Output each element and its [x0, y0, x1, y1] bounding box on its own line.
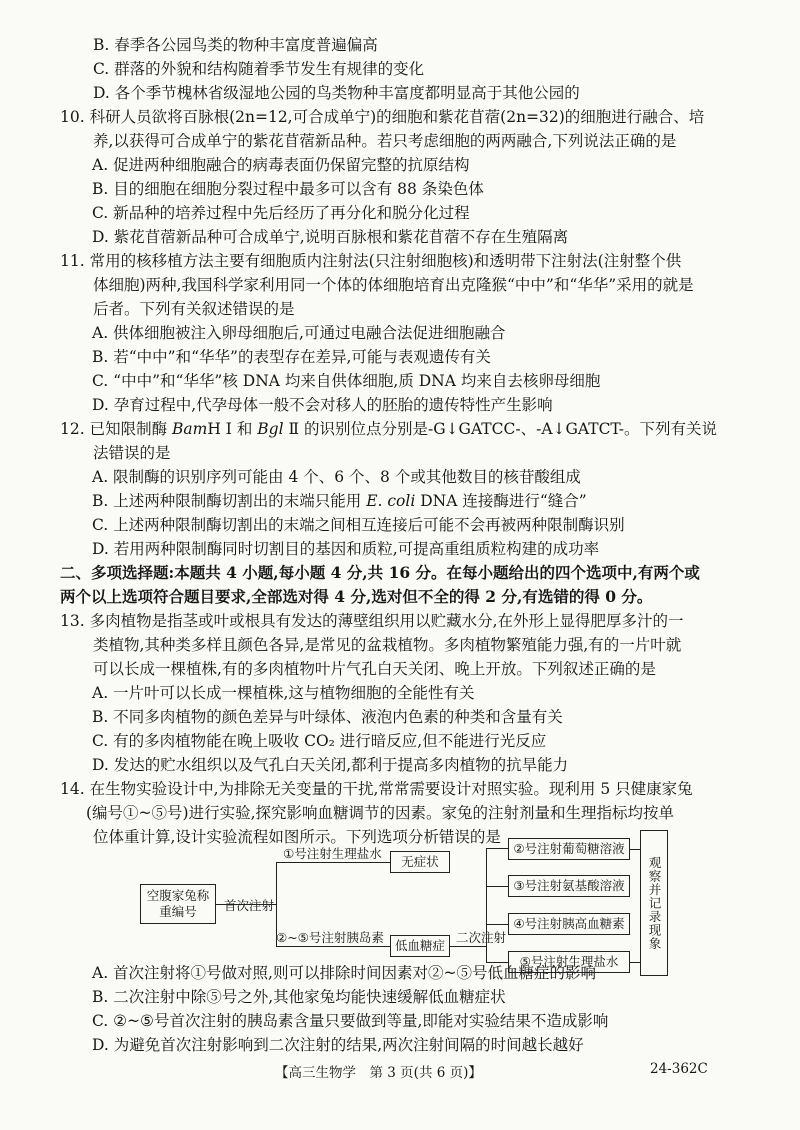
q11-option-c: C. “中中”和“华华”核 DNA 均来自供体细胞,质 DNA 均来自去核卵母细胞: [92, 372, 601, 390]
connector: [486, 886, 508, 887]
rabbit-3-box: ③号注射氨基酸溶液: [508, 875, 630, 897]
q13-option-a: A. 一片叶可以长成一棵植株,这与植物细胞的全能性有关: [92, 684, 475, 702]
connector: [276, 862, 390, 863]
q14-stem-line1: 14. 在生物实验设计中,为排除无关变量的干扰,常常需要设计对照实验。现利用 5 只健康家兔: [60, 780, 693, 798]
paper-code: 24-362C: [650, 1061, 708, 1077]
no-symptom-box: 无症状: [390, 851, 450, 873]
enzyme-bamhi: Bam: [172, 420, 208, 438]
rabbit-2-box: ②号注射葡萄糖溶液: [508, 838, 630, 860]
q11-stem-line2: 体细胞)两种,我国科学家利用同一个体的体细胞培育出克隆猴“中中”和“华华”采用的就是: [93, 276, 694, 294]
rabbit-5-box: ⑤号注射生理盐水: [508, 951, 630, 973]
q14-stem-line2: (编号①~⑤号)进行实验,探究影响血糖调节的因素。家兔的注射剂量和生理指标均按单: [86, 804, 675, 822]
lower-branch-label: ②~⑤号注射胰岛素: [276, 930, 384, 945]
e-coli: E. coli: [366, 492, 416, 510]
connector: [486, 848, 487, 962]
q10-stem-line2: 养,以获得可合成单宁的紫花苜蓿新品种。若只考虑细胞的两两融合,下列说法正确的是: [93, 132, 677, 150]
q11-stem-line1: 11. 常用的核移植方法主要有细胞质内注射法(只注射细胞核)和透明带下注射法(注射整个供: [60, 252, 682, 270]
q10-option-c: C. 新品种的培养过程中先后经历了再分化和脱分化过程: [92, 204, 470, 222]
connector: [450, 946, 486, 947]
q13-option-d: D. 发达的贮水组织以及气孔白天关闭,都利于提高多肉植物的抗旱能力: [92, 756, 569, 774]
q13-stem-line3: 可以长成一棵植株,有的多肉植物叶片气孔白天关闭、晚上开放。下列叙述正确的是: [93, 660, 656, 678]
page-footer: 【高三生物学 第 3 页(共 6 页)】: [275, 1065, 482, 1081]
q11-option-a: A. 供体细胞被注入卵母细胞后,可通过电融合法促进细胞融合: [92, 324, 506, 342]
q9-option-c: C. 群落的外貌和结构随着季节发生有规律的变化: [93, 60, 425, 78]
q12-option-b: B. 上述两种限制酶切割出的末端只能用 E. coli DNA 连接酶进行“缝合”: [92, 492, 587, 510]
second-injection-label: 二次注射: [456, 930, 507, 945]
section-2-heading-line1: 二、多项选择题:本题共 4 小题,每小题 4 分,共 16 分。在每小题给出的四个选项中,有两个或: [60, 563, 700, 582]
q11-option-b: B. 若“中中”和“华华”的表型存在差异,可能与表观遗传有关: [92, 348, 491, 366]
upper-branch-label: ①号注射生理盐水: [283, 846, 382, 861]
q12-stem-line1: 12. 已知限制酶 BamH Ⅰ 和 Bgl Ⅱ 的识别位点分别是-G↓GATCC-、-A↓GATCT-。下列有关说: [60, 420, 718, 438]
q12-stem-line2: 法错误的是: [93, 444, 171, 462]
q11-option-d: D. 孕育过程中,代孕母体一般不会对移人的胚胎的遗传特性产生影响: [92, 396, 553, 414]
q9-option-b: B. 春季各公园鸟类的物种丰富度普遍偏高: [93, 36, 378, 54]
q10-stem-line1: 10. 科研人员欲将百脉根(2n=12,可合成单宁)的细胞和紫花苜蓿(2n=32)的细胞进行融合、培: [60, 108, 705, 126]
q10-option-b: B. 目的细胞在细胞分裂过程中最多可以含有 88 条染色体: [92, 180, 484, 198]
q9-option-d: D. 各个季节槐林省级湿地公园的鸟类物种丰富度都明显高于其他公园的: [93, 84, 580, 102]
connector: [276, 946, 390, 947]
first-injection-label: 首次注射: [224, 898, 275, 913]
q14-option-d: D. 为避免首次注射影响到二次注射的结果,两次注射间隔的时间越长越好: [92, 1036, 584, 1054]
connector: [216, 904, 276, 905]
start-box: 空腹家兔称重编号: [140, 884, 216, 924]
q12-option-c: C. 上述两种限制酶切割出的末端之间相互连接后可能不会再被两种限制酶识别: [92, 516, 625, 534]
q14-option-b: B. 二次注射中除⑤号之外,其他家兔均能快速缓解低血糖症状: [92, 988, 506, 1006]
q10-option-a: A. 促进两种细胞融合的病毒表面仍保留完整的抗原结构: [92, 156, 470, 174]
connector: [630, 849, 640, 850]
rabbit-4-box: ④号注射胰高血糖素: [508, 913, 630, 935]
enzyme-bglii: Bgl: [257, 420, 284, 438]
q12-option-d: D. 若用两种限制酶同时切割目的基因和质粒,可提高重组质粒构建的成功率: [92, 540, 600, 558]
low-blood-sugar-box: 低血糖症: [390, 935, 450, 957]
q13-option-b: B. 不同多肉植物的颜色差异与叶绿体、液泡内色素的种类和含量有关: [92, 708, 563, 726]
q10-option-d: D. 紫花苜蓿新品种可合成单宁,说明百脉根和紫花苜蓿不存在生殖隔离: [92, 228, 569, 246]
q14-stem-line3: 位体重计算,设计实验流程如图所示。下列选项分析错误的是: [93, 828, 501, 846]
q11-stem-line3: 后者。下列有关叙述错误的是: [93, 300, 295, 318]
q12-option-a: A. 限制酶的识别序列可能由 4 个、6 个、8 个或其他数目的核苷酸组成: [92, 468, 581, 486]
q13-stem-line2: 类植物,其种类多样且颜色各异,是常见的盆栽植物。多肉植物繁殖能力强,有的一片叶就: [93, 636, 682, 654]
section-2-heading-line2: 两个以上选项符合题目要求,全部选对得 4 分,选对但不全的得 2 分,有选错的得 0 分。: [60, 587, 653, 606]
connector: [486, 924, 508, 925]
q14-option-c: C. ②~⑤号首次注射的胰岛素含量只要做到等量,即能对实验结果不造成影响: [92, 1012, 609, 1030]
q14-option-a: A. 首次注射将①号做对照,则可以排除时间因素对②~⑤号低血糖症的影响: [92, 964, 596, 982]
connector: [630, 962, 640, 963]
experiment-flowchart: [140, 841, 680, 969]
q13-option-c: C. 有的多肉植物能在晚上吸收 CO₂ 进行暗反应,但不能进行光反应: [92, 732, 547, 750]
connector: [486, 848, 508, 849]
observe-box: 观察并记录现象: [640, 830, 668, 976]
q13-stem-line1: 13. 多肉植物是指茎或叶或根具有发达的薄壁组织用以贮藏水分,在外形上显得肥厚多汁的一: [60, 612, 684, 630]
